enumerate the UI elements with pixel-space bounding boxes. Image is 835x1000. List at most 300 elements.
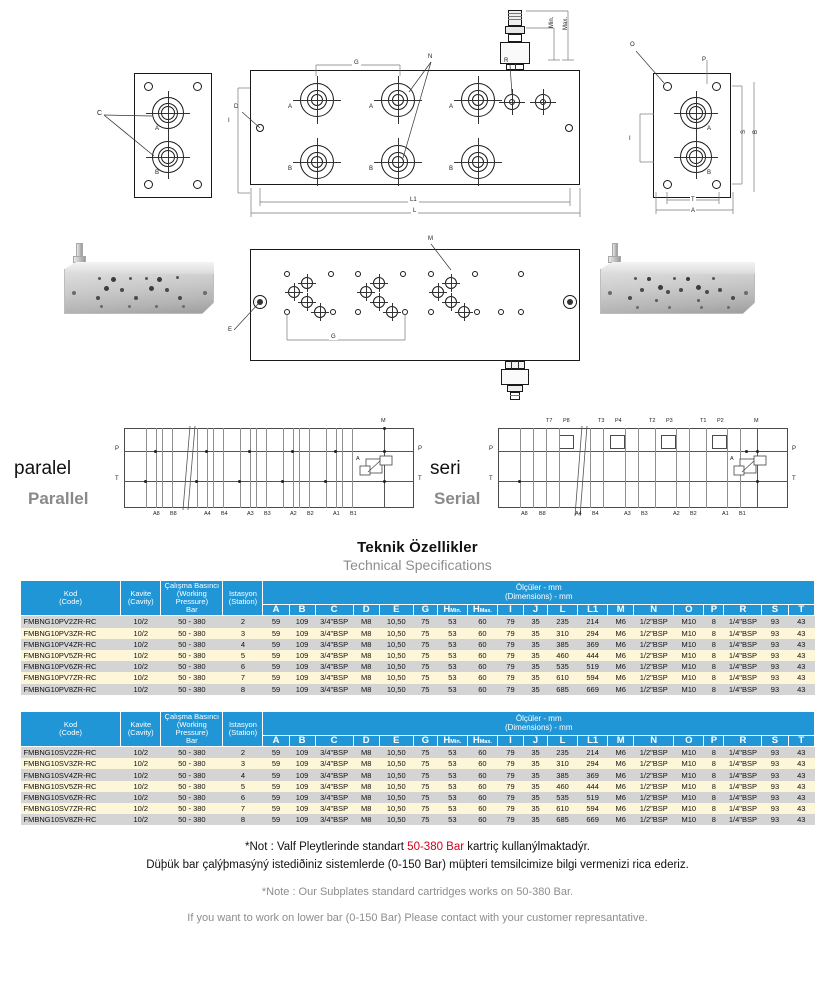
parallel-port-a4: A4 [204,511,211,517]
label-right-p: P [702,57,707,63]
serial-port-a3: A3 [624,511,631,517]
cell-dim-g: 75 [413,814,437,825]
cell-pressure: 50 - 380 [161,758,223,769]
cell-dim-b: 109 [289,650,315,661]
cell-dim-a: 59 [263,792,289,803]
th2-dim-en: (Dimensions) - mm [504,723,573,733]
cell-dim-l: 535 [548,792,578,803]
cell-dim-b: 109 [289,639,315,650]
cell-dim-c: 3/4"BSP [315,814,353,825]
cell-dim-l: 310 [548,628,578,639]
cell-dim-i: 79 [497,803,523,814]
cell-dim-i: 79 [497,661,523,672]
cell-dim-a: 59 [263,803,289,814]
th-col-h-min: HMin. [437,604,467,616]
cell-dim-e: 10,50 [379,650,413,661]
cell-dim-g: 75 [413,803,437,814]
parallel-port-b8: B8 [170,511,177,517]
cell-dim-o: M10 [674,684,704,695]
cell-dim-d: M8 [353,747,379,759]
cell-dim-b: 109 [289,747,315,759]
spec-table-serial [20,711,815,826]
cell-code: FMBNG10SV7ZR-RC [21,803,121,814]
cell-dim-h-max: 60 [467,616,497,628]
th2-basinc-tr: Çalışma Basıncı [164,711,220,721]
th-kavite [121,581,161,616]
th-col-t: T [788,604,815,616]
cell-dim-o: M10 [674,803,704,814]
cell-cavity: 10/2 [121,792,161,803]
cell-dim-d: M8 [353,650,379,661]
label-right-t: T [691,197,695,203]
serial-port-a8: A8 [521,511,528,517]
cell-dim-s: 93 [762,639,788,650]
hydraulic-schematics [0,410,835,535]
th2-col-b: B [289,735,315,747]
cell-dim-c: 3/4"BSP [315,639,353,650]
cell-dim-e: 10,50 [379,781,413,792]
cell-dim-m: M6 [608,639,634,650]
cell-dim-n: 1/2"BSP [634,781,674,792]
cell-dim-i: 79 [497,781,523,792]
cell-code: FMBNG10PV3ZR-RC [21,628,121,639]
table-row [21,747,815,759]
serial-port-b4: B4 [592,511,599,517]
table-row [21,814,815,825]
cell-dim-h-min: 53 [437,650,467,661]
cell-dim-n: 1/2"BSP [634,639,674,650]
cell-dim-i: 79 [497,650,523,661]
cell-dim-o: M10 [674,672,704,683]
th-col-b: B [289,604,315,616]
cell-dim-d: M8 [353,792,379,803]
th-kod-en: (Code) [59,597,83,607]
cell-dim-c: 3/4"BSP [315,769,353,780]
specs-title-en: Technical Specifications [343,557,492,573]
cell-dim-p: 8 [704,639,724,650]
th2-basinc [161,711,223,746]
cell-dim-d: M8 [353,684,379,695]
th2-kavite-tr: Kavite [130,719,152,729]
cell-dim-i: 79 [497,616,523,628]
spec-table-serial-wrap [20,711,815,826]
cell-dim-m: M6 [608,769,634,780]
cell-dim-a: 59 [263,781,289,792]
cell-pressure: 50 - 380 [161,781,223,792]
cell-station: 7 [223,803,263,814]
cell-dim-o: M10 [674,661,704,672]
cell-dim-j: 35 [523,650,547,661]
th2-col-l1: L1 [578,735,608,747]
cell-cavity: 10/2 [121,628,161,639]
table-row [21,650,815,661]
cell-dim-j: 35 [523,672,547,683]
cell-station: 6 [223,792,263,803]
cell-pressure: 50 - 380 [161,684,223,695]
cell-dim-n: 1/2"BSP [634,684,674,695]
parallel-label-p-left: P [115,446,120,452]
cell-code: FMBNG10PV7ZR-RC [21,672,121,683]
cell-dim-s: 93 [762,803,788,814]
cell-dim-r: 1/4"BSP [724,803,762,814]
cell-cavity: 10/2 [121,769,161,780]
cell-dim-l: 235 [548,747,578,759]
cell-dim-g: 75 [413,639,437,650]
cell-dim-j: 35 [523,628,547,639]
th2-dimensions [263,711,815,735]
label-top-g: G [354,60,359,66]
cell-dim-t: 43 [788,616,815,628]
cell-dim-t: 43 [788,792,815,803]
cell-dim-l1: 214 [578,616,608,628]
cell-dim-c: 3/4"BSP [315,650,353,661]
cell-dim-c: 3/4"BSP [315,758,353,769]
cell-cavity: 10/2 [121,661,161,672]
cell-dim-c: 3/4"BSP [315,747,353,759]
cell-dim-p: 8 [704,792,724,803]
parallel-valve-label-m: M [381,418,386,424]
cell-dim-r: 1/4"BSP [724,650,762,661]
th2-col-n: N [634,735,674,747]
parallel-port-b1: B1 [350,511,357,517]
cell-code: FMBNG10SV6ZR-RC [21,792,121,803]
label-top-b2: B [369,166,374,172]
cell-dim-n: 1/2"BSP [634,769,674,780]
cell-dim-h-max: 60 [467,769,497,780]
cell-dim-h-max: 60 [467,684,497,695]
cell-dim-m: M6 [608,684,634,695]
cell-code: FMBNG10SV3ZR-RC [21,758,121,769]
cell-station: 4 [223,639,263,650]
label-top-a3: A [449,104,454,110]
specs-heading [0,539,835,573]
cell-dim-m: M6 [608,628,634,639]
cell-dim-r: 1/4"BSP [724,661,762,672]
th2-col-m: M [608,735,634,747]
specs-title-tr: Teknik Özellikler [357,539,478,556]
th-col-n: N [634,604,674,616]
cell-dim-l: 385 [548,639,578,650]
cell-dim-r: 1/4"BSP [724,792,762,803]
cell-dim-j: 35 [523,684,547,695]
serial-label-t-right: T [792,476,796,482]
parallel-label-t-right: T [418,476,422,482]
serial-top-p4: P4 [615,418,622,424]
parallel-port-b4: B4 [221,511,228,517]
cell-dim-o: M10 [674,650,704,661]
cell-dim-g: 75 [413,792,437,803]
cell-dim-l1: 294 [578,628,608,639]
cell-dim-r: 1/4"BSP [724,781,762,792]
cell-dim-c: 3/4"BSP [315,684,353,695]
spec-table-serial-body [21,747,815,826]
th-col-l: L [548,604,578,616]
cell-dim-o: M10 [674,781,704,792]
cell-dim-l: 385 [548,769,578,780]
th-col-c: C [315,604,353,616]
cell-dim-g: 75 [413,672,437,683]
cell-dim-t: 43 [788,628,815,639]
th-dim-en: (Dimensions) - mm [504,592,573,602]
cell-station: 4 [223,769,263,780]
serial-port-a1: A1 [722,511,729,517]
parallel-port-a3: A3 [247,511,254,517]
note-tr-line1-a: *Not : Valf Pleytlerinde standart [245,841,408,854]
cell-dim-e: 10,50 [379,639,413,650]
cell-pressure: 50 - 380 [161,661,223,672]
th2-col-h-max: HMax. [467,735,497,747]
cell-dim-b: 109 [289,628,315,639]
cell-dim-b: 109 [289,792,315,803]
cell-dim-n: 1/2"BSP [634,661,674,672]
cell-dim-i: 79 [497,628,523,639]
cell-station: 6 [223,661,263,672]
cell-dim-m: M6 [608,672,634,683]
th-kod-tr: Kod [63,589,78,599]
cell-dim-p: 8 [704,650,724,661]
cell-dim-p: 8 [704,781,724,792]
th-col-g: G [413,604,437,616]
cell-dim-t: 43 [788,758,815,769]
cell-pressure: 50 - 380 [161,814,223,825]
serial-port-b1: B1 [739,511,746,517]
cell-dim-o: M10 [674,628,704,639]
cell-dim-e: 10,50 [379,628,413,639]
cell-pressure: 50 - 380 [161,628,223,639]
label-left-port-a: A [155,126,160,132]
label-top-b1: B [288,166,293,172]
cell-dim-m: M6 [608,781,634,792]
cell-dim-g: 75 [413,684,437,695]
spec-table-parallel-body [21,616,815,695]
th-col-h-max: HMax. [467,604,497,616]
th2-istasyon [223,711,263,746]
parallel-port-a1: A1 [333,511,340,517]
cell-dim-n: 1/2"BSP [634,803,674,814]
cell-dim-t: 43 [788,684,815,695]
cell-dim-e: 10,50 [379,758,413,769]
cell-dim-i: 79 [497,639,523,650]
cell-dim-b: 109 [289,814,315,825]
cell-dim-j: 35 [523,747,547,759]
cell-dim-l1: 594 [578,803,608,814]
serial-port-b3: B3 [641,511,648,517]
label-right-i: I [629,136,631,142]
cell-dim-o: M10 [674,792,704,803]
cell-dim-a: 59 [263,616,289,628]
spec-table-parallel [20,580,815,695]
note-tr-pressure-range: 50-380 Bar [407,841,465,854]
cell-dim-h-max: 60 [467,672,497,683]
cell-dim-s: 93 [762,672,788,683]
label-right-b: B [753,129,759,134]
table-row [21,628,815,639]
cell-dim-h-min: 53 [437,792,467,803]
cell-dim-m: M6 [608,616,634,628]
cell-dim-s: 93 [762,747,788,759]
cell-dim-e: 10,50 [379,661,413,672]
cell-dim-g: 75 [413,616,437,628]
label-top-a2: A [369,104,374,110]
th2-istasyon-en: (Station) [228,727,258,737]
cell-dim-a: 59 [263,650,289,661]
cell-dim-e: 10,50 [379,616,413,628]
th2-kavite-en: (Cavity) [127,727,154,737]
cell-dim-r: 1/4"BSP [724,684,762,695]
table-row [21,803,815,814]
cell-dim-d: M8 [353,616,379,628]
cell-dim-h-min: 53 [437,661,467,672]
cell-dim-d: M8 [353,639,379,650]
parallel-port-b3: B3 [264,511,271,517]
th2-col-d: D [353,735,379,747]
cell-dim-d: M8 [353,781,379,792]
cell-dim-s: 93 [762,684,788,695]
cell-dim-l: 610 [548,803,578,814]
th-col-a: A [263,604,289,616]
footer-notes [0,839,835,926]
cell-dim-h-max: 60 [467,814,497,825]
cell-dim-m: M6 [608,803,634,814]
cell-dim-s: 93 [762,758,788,769]
cell-dim-n: 1/2"BSP [634,616,674,628]
cell-dim-b: 109 [289,803,315,814]
cell-dim-r: 1/4"BSP [724,672,762,683]
th-col-l1: L1 [578,604,608,616]
table-row [21,758,815,769]
th-basinc-tr: Çalışma Basıncı [164,581,220,590]
cell-dim-l: 610 [548,672,578,683]
cell-dim-e: 10,50 [379,792,413,803]
cell-dim-s: 93 [762,616,788,628]
cell-dim-b: 109 [289,684,315,695]
cell-dim-l: 310 [548,758,578,769]
label-top-b3: B [449,166,454,172]
th-kavite-en: (Cavity) [127,597,154,607]
th2-col-o: O [674,735,704,747]
cell-dim-h-min: 53 [437,639,467,650]
cell-dim-l1: 594 [578,672,608,683]
cell-code: FMBNG10PV8ZR-RC [21,684,121,695]
label-right-port-b: B [707,170,712,176]
cell-dim-t: 43 [788,803,815,814]
th-col-o: O [674,604,704,616]
cell-dim-i: 79 [497,747,523,759]
cell-dim-t: 43 [788,672,815,683]
th2-col-l: L [548,735,578,747]
cell-station: 2 [223,616,263,628]
cell-dim-t: 43 [788,781,815,792]
cell-cavity: 10/2 [121,781,161,792]
label-top-n: N [428,54,433,60]
th2-col-h-min: HMin. [437,735,467,747]
cell-dim-b: 109 [289,616,315,628]
label-max: Max. [563,16,569,30]
label-top-r: R [504,58,509,64]
cell-code: FMBNG10SV4ZR-RC [21,769,121,780]
cell-dim-p: 8 [704,661,724,672]
th-col-d: D [353,604,379,616]
serial-top-p2: P2 [717,418,724,424]
table-row [21,661,815,672]
cell-dim-j: 35 [523,769,547,780]
cell-dim-g: 75 [413,628,437,639]
serial-port-a2: A2 [673,511,680,517]
cell-dim-a: 59 [263,769,289,780]
cell-dim-h-min: 53 [437,803,467,814]
cell-dim-i: 79 [497,814,523,825]
cell-dim-d: M8 [353,758,379,769]
label-top-l1: L1 [410,197,417,203]
cell-pressure: 50 - 380 [161,650,223,661]
relief-valve-symbol-serial [730,454,774,480]
cell-dim-l1: 294 [578,758,608,769]
technical-drawings-area [0,0,835,410]
cell-dim-r: 1/4"BSP [724,616,762,628]
cell-station: 8 [223,814,263,825]
cell-code: FMBNG10PV4ZR-RC [21,639,121,650]
label-right-s: S [741,129,747,134]
cell-pressure: 50 - 380 [161,747,223,759]
table-row [21,684,815,695]
parallel-relief-label: A [356,456,360,462]
cell-dim-o: M10 [674,747,704,759]
label-left-c: C [97,110,103,117]
cell-dim-i: 79 [497,769,523,780]
cell-dim-l1: 669 [578,814,608,825]
cell-dim-j: 35 [523,792,547,803]
cell-dim-h-max: 60 [467,650,497,661]
cell-dim-l1: 669 [578,684,608,695]
th-col-i: I [497,604,523,616]
cell-dim-l1: 369 [578,639,608,650]
cell-dim-h-min: 53 [437,616,467,628]
cell-cavity: 10/2 [121,758,161,769]
cell-dim-b: 109 [289,661,315,672]
cell-dim-n: 1/2"BSP [634,672,674,683]
cell-dim-o: M10 [674,639,704,650]
cell-dim-j: 35 [523,639,547,650]
cell-dim-b: 109 [289,758,315,769]
parallel-title-en: Parallel [28,489,89,508]
cell-dim-h-max: 60 [467,758,497,769]
cell-dim-g: 75 [413,758,437,769]
th2-col-a: A [263,735,289,747]
cell-dim-m: M6 [608,792,634,803]
serial-port-b2: B2 [690,511,697,517]
cell-dim-m: M6 [608,747,634,759]
cell-code: FMBNG10PV5ZR-RC [21,650,121,661]
cell-dim-g: 75 [413,661,437,672]
label-left-port-b: B [155,170,160,176]
cell-dim-h-min: 53 [437,747,467,759]
cell-dim-h-min: 53 [437,672,467,683]
th-col-s: S [762,604,788,616]
cell-dim-h-max: 60 [467,661,497,672]
cell-cavity: 10/2 [121,672,161,683]
cell-dim-h-max: 60 [467,792,497,803]
cell-station: 8 [223,684,263,695]
cell-station: 3 [223,628,263,639]
cell-cavity: 10/2 [121,616,161,628]
cell-dim-h-min: 53 [437,814,467,825]
th-col-e: E [379,604,413,616]
cell-dim-h-max: 60 [467,628,497,639]
th-istasyon-tr: Istasyon [228,589,257,599]
cell-dim-i: 79 [497,672,523,683]
cell-dim-t: 43 [788,650,815,661]
cell-dim-i: 79 [497,684,523,695]
